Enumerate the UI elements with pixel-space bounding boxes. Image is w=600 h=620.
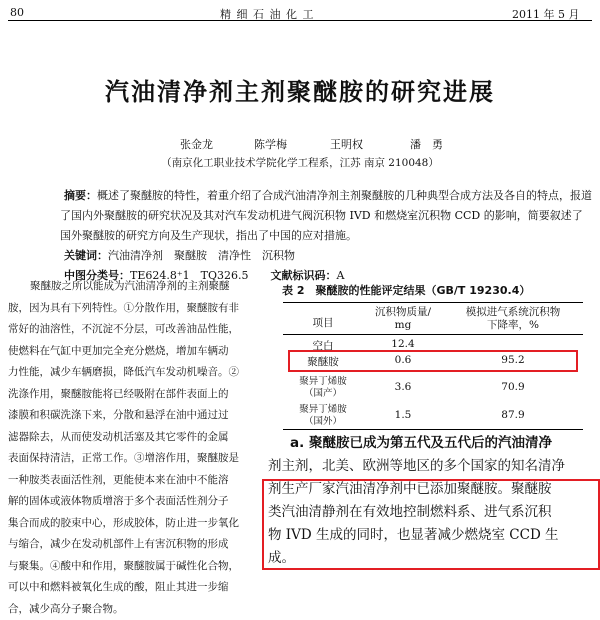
body-text: [8, 276, 260, 620]
body-line: 合，减少高分子聚合物。: [8, 599, 260, 620]
notes-line: 剂生产厂家汽油清净剂中已添加聚醚胺。聚醚胺: [268, 478, 600, 501]
doc-code-label: 文献标识码：: [271, 269, 337, 282]
issue-date: 2011 年 5 月: [512, 6, 579, 22]
table-cell: 0.6: [363, 354, 443, 366]
header-rule: [8, 20, 592, 21]
notes-line: 类汽油清静剂在有效地控制燃料系、进气系沉积: [268, 501, 600, 524]
body-line: 常好的油溶性，不沉淀不分层，可改善油品性能，: [8, 319, 260, 341]
author-name: 王明权: [330, 136, 363, 152]
body-line: 可以中和燃料被氧化生成的酸，阻止其进一步缩: [8, 577, 260, 599]
keywords: 汽油清净剂 聚醚胺 清净性 沉积物: [108, 249, 295, 262]
notes-line: a. 聚醚胺已成为第五代及五代后的汽油清净: [268, 432, 600, 455]
doc-code: A: [337, 269, 345, 282]
body-line: 聚醚胺之所以能成为汽油清净剂的主剂聚醚: [8, 276, 260, 298]
abstract-line: 了国内外聚醚胺的研究状况及其对汽车发动机进气阀沉积物 IVD 和燃烧室沉积物 CCD 的影响，简要叙述了: [60, 206, 600, 226]
body-line: 与缩合，减少在发动机部件上有害沉积物的形成: [8, 534, 260, 556]
abstract-block: [64, 186, 600, 286]
table-cell: 12.4: [363, 338, 443, 350]
abstract-line: 国外聚醚胺的研究方向及生产现状，指出了中国的应对措施。: [60, 226, 600, 246]
article-title: 汽油清净剂主剂聚醚胺的研究进展: [0, 72, 600, 107]
abstract-label: 摘要：: [64, 189, 97, 202]
table-cell: 聚异丁烯胺 （国产）: [283, 376, 363, 400]
body-line: 一种胺类表面活性剂，更能使本来在油中不能溶: [8, 470, 260, 492]
keywords-label: 关键词：: [64, 249, 108, 262]
abstract-line: 概述了聚醚胺的特性，着重介绍了合成汽油清净剂主剂聚醚胺的几种典型合成方法及各自的特点，报道: [97, 189, 592, 202]
notes-line: 物 IVD 生成的同时，也显著减少燃烧室 CCD 生: [268, 524, 600, 547]
author-name: 张金龙: [180, 136, 213, 152]
clc-label: 中图分类号：: [64, 269, 130, 282]
table-cell: 3.6: [363, 381, 443, 393]
body-line: 解的固体或液体物质增溶于多个表面活性剂分子: [8, 491, 260, 513]
body-line: 表面保持清洁，正常工作。③增溶作用，聚醚胺是: [8, 448, 260, 470]
table-caption: 表 2 聚醚胺的性能评定结果（GB/T 19230.4）: [282, 282, 582, 298]
table-bottom-rule: [283, 429, 583, 430]
body-line: 力性能，减少车辆磨损，降低汽车发动机噪音。②: [8, 362, 260, 384]
table-cell: 1.5: [363, 409, 443, 421]
page-number: 80: [10, 6, 24, 19]
body-line: 胺，因为具有下列特性。①分散作用，聚醚胺有非: [8, 298, 260, 320]
table-cell: 聚异丁烯胺 （国外）: [283, 404, 363, 428]
body-line: 集合而成的胶束中心，形成胶体，防止进一步氧化: [8, 513, 260, 535]
affiliation: （南京化工职业技术学院化学工程系，江苏 南京 210048）: [0, 155, 600, 170]
notes-paragraph: [268, 432, 600, 570]
body-line: 使燃料在气缸中更加完全充分燃烧，增加车辆动: [8, 341, 260, 363]
notes-line: 剂主剂，北美、欧洲等地区的多个国家的知名清净: [268, 455, 600, 478]
table-cell: 空白: [283, 338, 363, 353]
table-cell: 87.9: [443, 409, 583, 421]
author-name: 陈学梅: [254, 136, 287, 152]
table-cell: 95.2: [443, 354, 583, 366]
table-header-rule: [283, 334, 583, 335]
table-header: 项目: [283, 315, 363, 330]
journal-name: 精 细 石 油 化 工: [220, 6, 314, 22]
table-header: 模拟进气系统沉积物 下降率，%: [443, 306, 583, 332]
body-line: 漆膜和积碳洗涤下来，分散和悬浮在油中通过过: [8, 405, 260, 427]
body-line: 洗涤作用，聚醚胺能将已经吸附在部件表面上的: [8, 384, 260, 406]
table-header: 沉积物质量/ mg: [363, 306, 443, 332]
author-name: 潘 勇: [410, 136, 443, 152]
body-line: 滤器除去，从而使发动机活塞及其它零件的金属: [8, 427, 260, 449]
table-top-rule: [283, 302, 583, 303]
clc-code: TE624.8⁺1 TQ326.5: [130, 269, 249, 282]
table-cell: 聚醚胺: [283, 354, 363, 369]
table-cell: 70.9: [443, 381, 583, 393]
body-line: 与聚集。④酸中和作用，聚醚胺属于碱性化合物，: [8, 556, 260, 578]
notes-line: 成。: [268, 547, 600, 570]
